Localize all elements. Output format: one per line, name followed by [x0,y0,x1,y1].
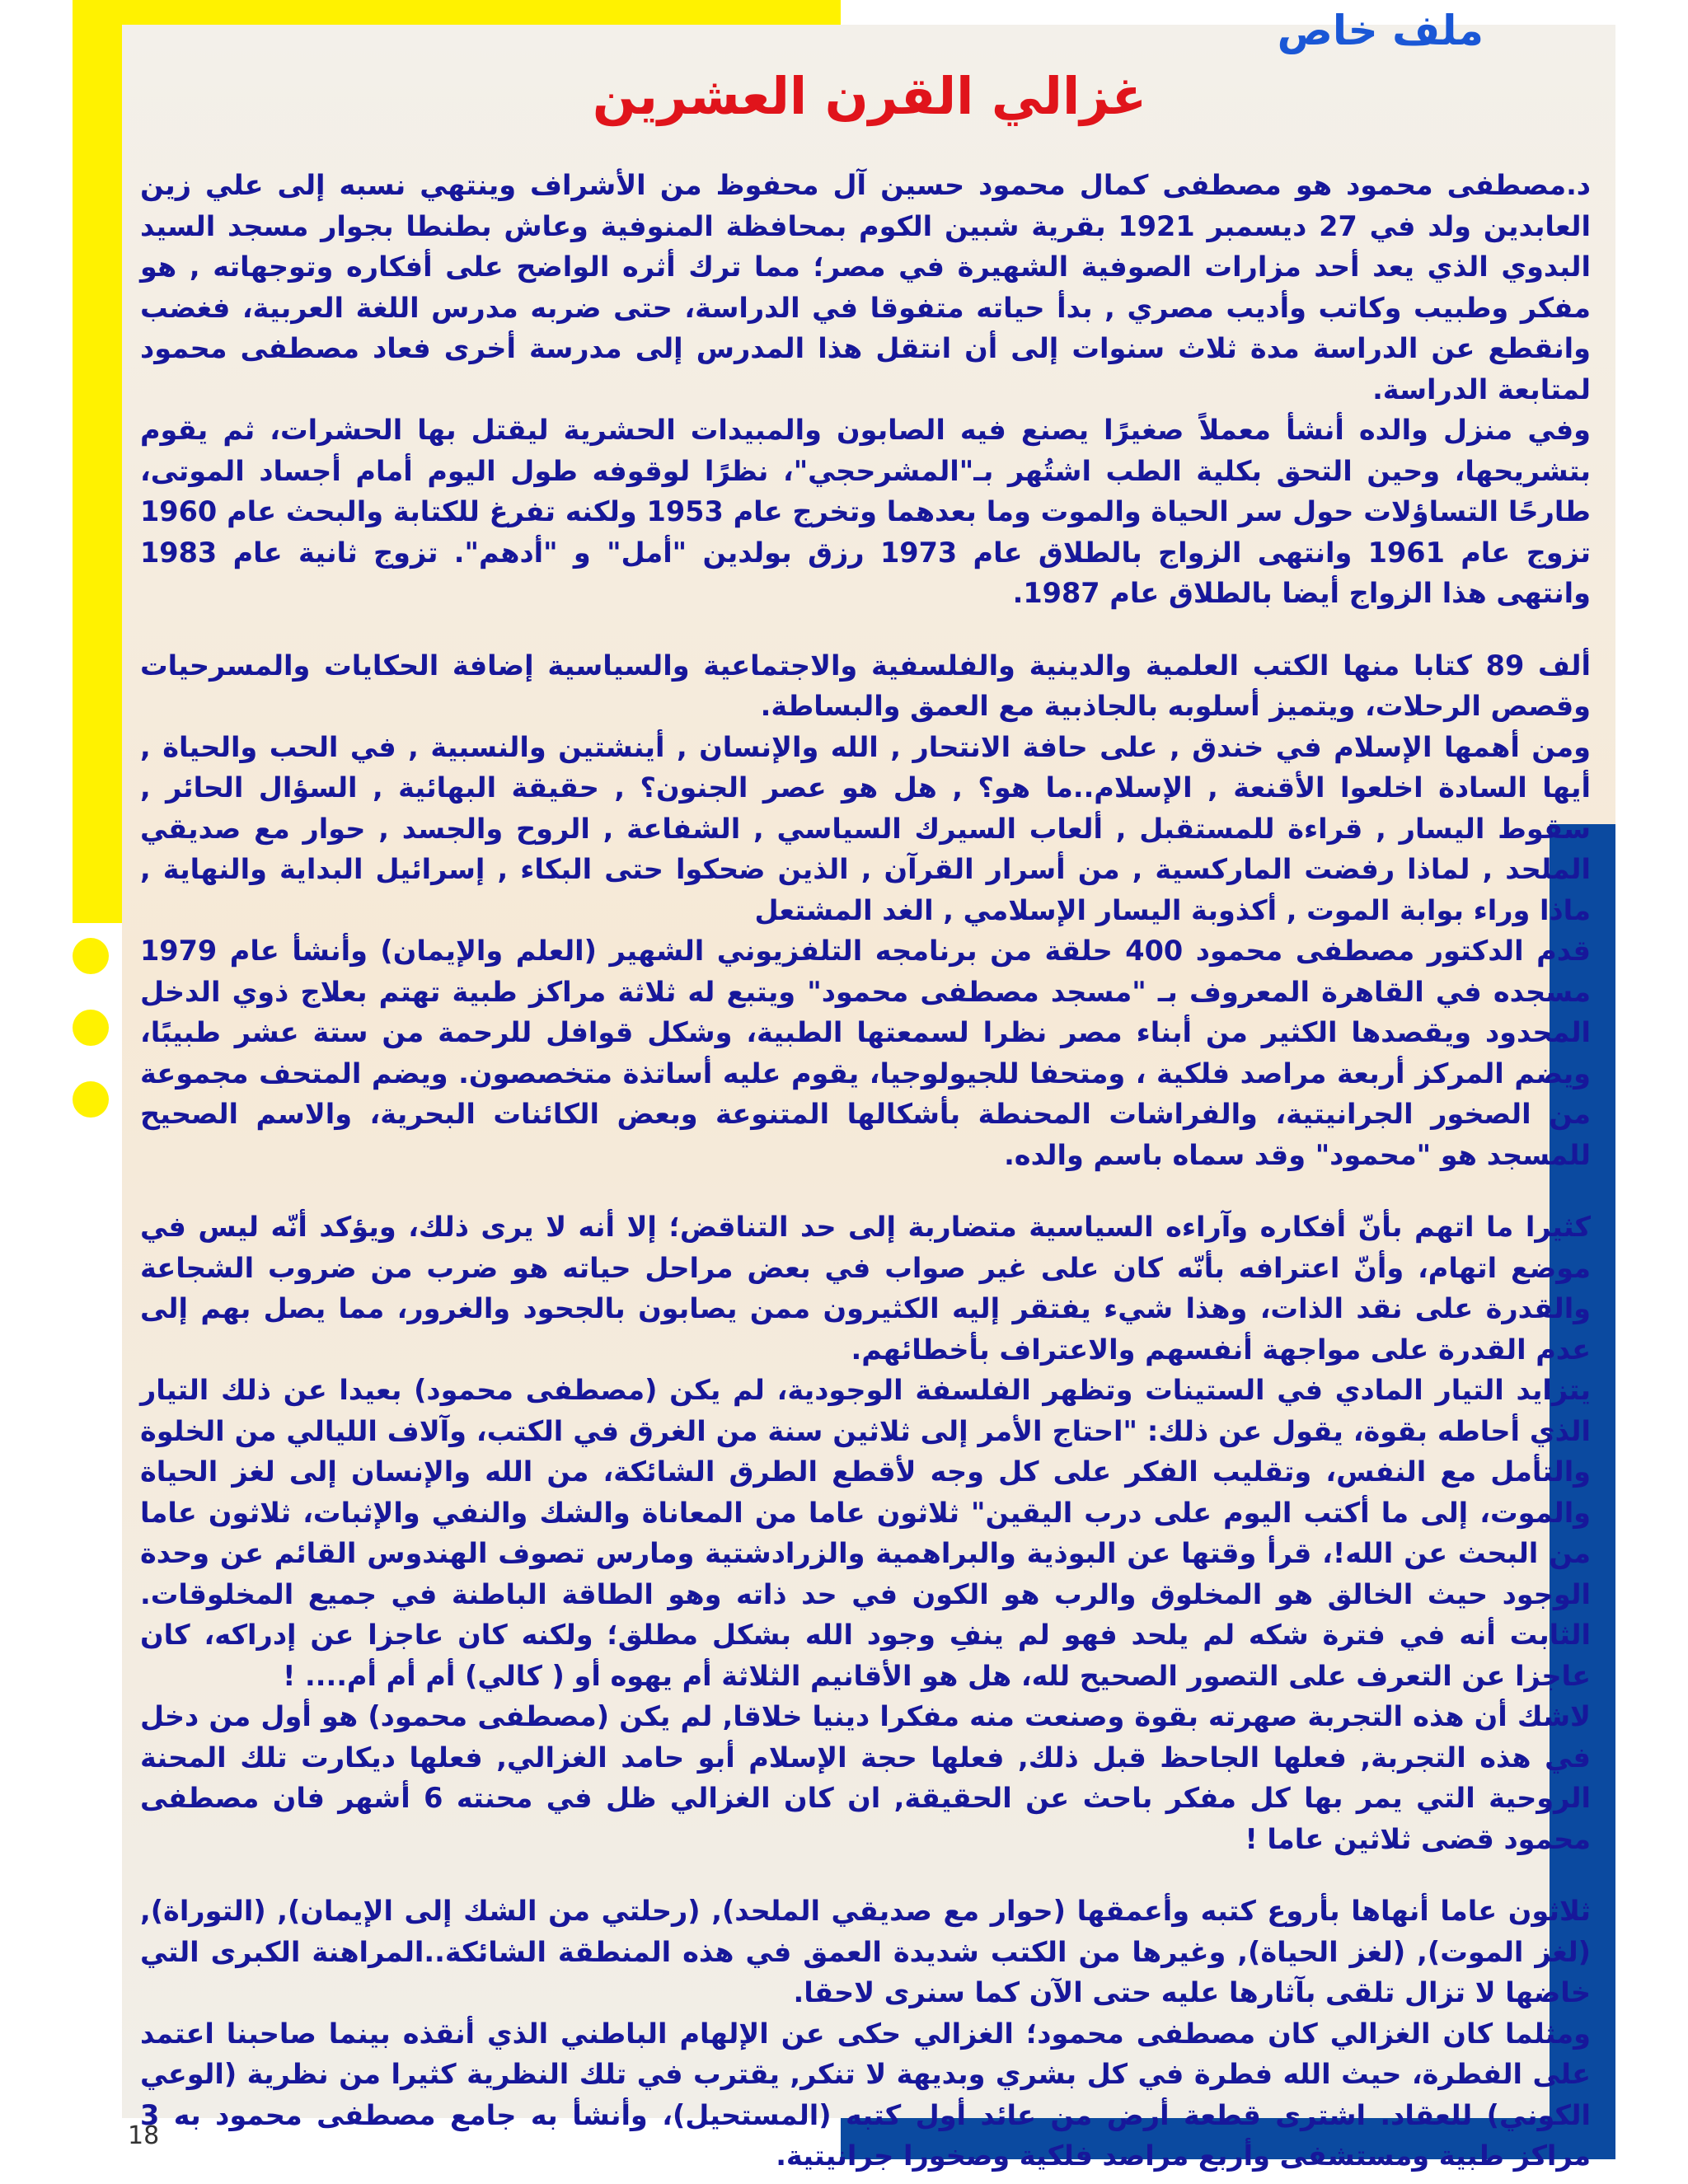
yellow-frame-left [73,0,122,923]
paragraph: ألف 89 كتابا منها الكتب العلمية والدينية والفلسفية والاجتماعية والسياسية إضافة الحكايات والمسرحيات وقصص الرحلات، ويتميز أسلوبه بالجاذبية مع العمق والبساطة. [140,649,1591,722]
paragraph: لاشك أن هذه التجربة صهرته بقوة وصنعت منه مفكرا دينيا خلاقا, لم يكن (مصطفى محمود) هو أول من دخل في هذه التجربة, فعلها الجاحظ قبل ذلك, فعلها حجة الإسلام أبو حامد الغزالي, فعلها ديكارت تلك المحنة الروحية التي يمر بها كل مفكر باحث عن الحقيقة, ان كان الغزالي ظل في محنته 6 أشهر فان مصطفى محمود قضى ثلاثين عاما ! [140,1700,1591,1855]
section-label: ملف خاص [1277,7,1484,54]
yellow-frame-top [73,0,841,25]
paragraph: ومن أهمها الإسلام في خندق , على حافة الانتحار , الله والإنسان , أينشتين والنسبية , في الحب والحياة , أيها السادة اخلعوا الأقنعة , الإسلام..ما هو؟ , هل هو عصر الجنون؟ , حقيقة البهائية , السؤال الحائر , سقوط اليسار , قراءة للمستقبل , ألعاب السيرك السياسي , الشفاعة , الروح والجسد , حوار مع صديقي الملحد , لماذا رفضت الماركسية , من أسرار القرآن , الذين ضحكوا حتى البكاء , إسرائيل البداية والنهاية , ماذا وراء بوابة الموت , أكذوبة اليسار الإسلامي , الغد المشتعل [140,730,1591,926]
page-number: 18 [128,2121,160,2150]
paragraph: د.مصطفى محمود هو مصطفى كمال محمود حسين آل محفوظ من الأشراف وينتهي نسبه إلى علي زين العابدين ولد في 27 ديسمبر 1921 بقرية شبين الكوم بمحافظة المنوفية وعاش بطنطا بجوار مسجد السيد البدوي الذي يعد أحد مزارات الصوفية الشهيرة في مصر؛ مما ترك أثره الواضح على أفكاره وتوجهاته , هو مفكر وطبيب وكاتب وأديب مصري , بدأ حياته متفوقا في الدراسة، حتى ضربه مدرس اللغة العربية، فغضب وانقطع عن الدراسة مدة ثلاث سنوات إلى أن انتقل هذا المدرس إلى مدرسة أخرى فعاد مصطفى محمود لمتابعة الدراسة. [140,169,1591,405]
paragraph: ثلاثون عاما أنهاها بأروع كتبه وأعمقها (حوار مع صديقي الملحد), (رحلتي من الشك إلى الإيمان), (التوراة), (لغز الموت), (لغز الحياة), وغيرها من الكتب شديدة العمق في هذه المنطقة الشائكة..المراهنة الكبرى التي خاضها لا تزال تلقى بآثارها عليه حتى الآن كما سنرى لاحقا. [140,1895,1591,2008]
decor-dot [73,1081,109,1118]
decor-dot [73,1010,109,1046]
paragraph: يتزايد التيار المادي في الستينات وتظهر الفلسفة الوجودية، لم يكن (مصطفى محمود) بعيدا عن ذلك التيار الذي أحاطه بقوة، يقول عن ذلك: "احتاج الأمر إلى ثلاثين سنة من الغرق في الكتب، وآلاف الليالي من الخلوة والتأمل مع النفس، وتقليب الفكر على كل وجه لأقطع الطرق الشائكة، من الله والإنسان إلى لغز الحياة والموت، إلى ما أكتب اليوم على درب اليقين" ثلاثون عاما من المعاناة والشك والنفي والإثبات، ثلاثون عاما من البحث عن الله!، قرأ وقتها عن البوذية والبراهمية والزرادشتية ومارس تصوف الهندوس القائم عن وحدة الوجود حيث الخالق هو المخلوق والرب هو الكون في حد ذاته وهو الطاقة الباطنة في جميع المخلوقات. الثابت أنه في فترة شكه لم يلحد فهو لم ينفِ وجود الله بشكل مطلق؛ ولكنه كان عاجزا عن إدراكه، كان عاجزا عن التعرف على التصور الصحيح لله، هل هو الأقانيم الثلاثة أم يهوه أو ( كالي) أم أم أم.... ! [140,1374,1591,1692]
paragraph: قدم الدكتور مصطفى محمود 400 حلقة من برنامجه التلفزيوني الشهير (العلم والإيمان) وأنشأ عام 1979 مسجده في القاهرة المعروف بـ "مسجد مصطفى محمود" ويتبع له ثلاثة مراكز طبية تهتم بعلاج ذوي الدخل المحدود ويقصدها الكثير من أبناء مصر نظرا لسمعتها الطبية، وشكل قوافل للرحمة من ستة عشر طبيبًا، ويضم المركز أربعة مراصد فلكية ، ومتحفا للجيولوجيا، يقوم عليه أساتذة متخصصون. ويضم المتحف مجموعة من الصخور الجرانيتية، والفراشات المحنطة بأشكالها المتنوعة وبعض الكائنات البحرية، والاسم الصحيح للمسجد هو "محمود" وقد سماه باسم والده. [140,935,1591,1171]
paragraph: وفي منزل والده أنشأ معملاً صغيرًا يصنع فيه الصابون والمبيدات الحشرية ليقتل بها الحشرات، ثم يقوم بتشريحها، وحين التحق بكلية الطب اشتُهر بـ"المشرحجي"، نظرًا لوقوفه طول اليوم أمام أجساد الموتى، طارحًا التساؤلات حول سر الحياة والموت وما بعدهما وتخرج عام 1953 ولكنه تفرغ للكتابة والبحث عام 1960 تزوج عام 1961 وانتهى الزواج بالطلاق عام 1973 رزق بولدين "أمل" و "أدهم". تزوج ثانية عام 1983 وانتهى هذا الزواج أيضا بالطلاق عام 1987. [140,414,1591,609]
paragraph: ومثلما كان الغزالي كان مصطفى محمود؛ الغزالي حكى عن الإلهام الباطني الذي أنقذه بينما صاحبنا اعتمد على الفطرة، حيث الله فطرة في كل بشري وبديهة لا تنكر, يقترب في تلك النظرية كثيرا من نظرية (الوعي الكوني) للعقاد. اشترى قطعة أرض من عائد أول كتبه (المستحيل)، وأنشأ به جامع مصطفى محمود به 3 مراكز طبية ومستشفى وأربع مراصد فلكية وصخورا جرانيتية. [140,2017,1591,2172]
decor-dot [73,938,109,974]
article-title: غزالي القرن العشرين [592,66,1147,126]
paragraph: كثيرا ما اتهم بأنّ أفكاره وآراءه السياسية متضاربة إلى حد التناقض؛ إلا أنه لا يرى ذلك، ويؤكد أنّه ليس في موضع اتهام، وأنّ اعترافه بأنّه كان على غير صواب في بعض مراحل حياته هو ضرب من ضروب الشجاعة والقدرة على نقد الذات، وهذا شيء يفتقر إليه الكثيرون ممن يصابون بالجحود والغرور، مما يصل بهم إلى عدم القدرة على مواجهة أنفسهم والاعتراف بأخطائهم. [140,1211,1591,1366]
